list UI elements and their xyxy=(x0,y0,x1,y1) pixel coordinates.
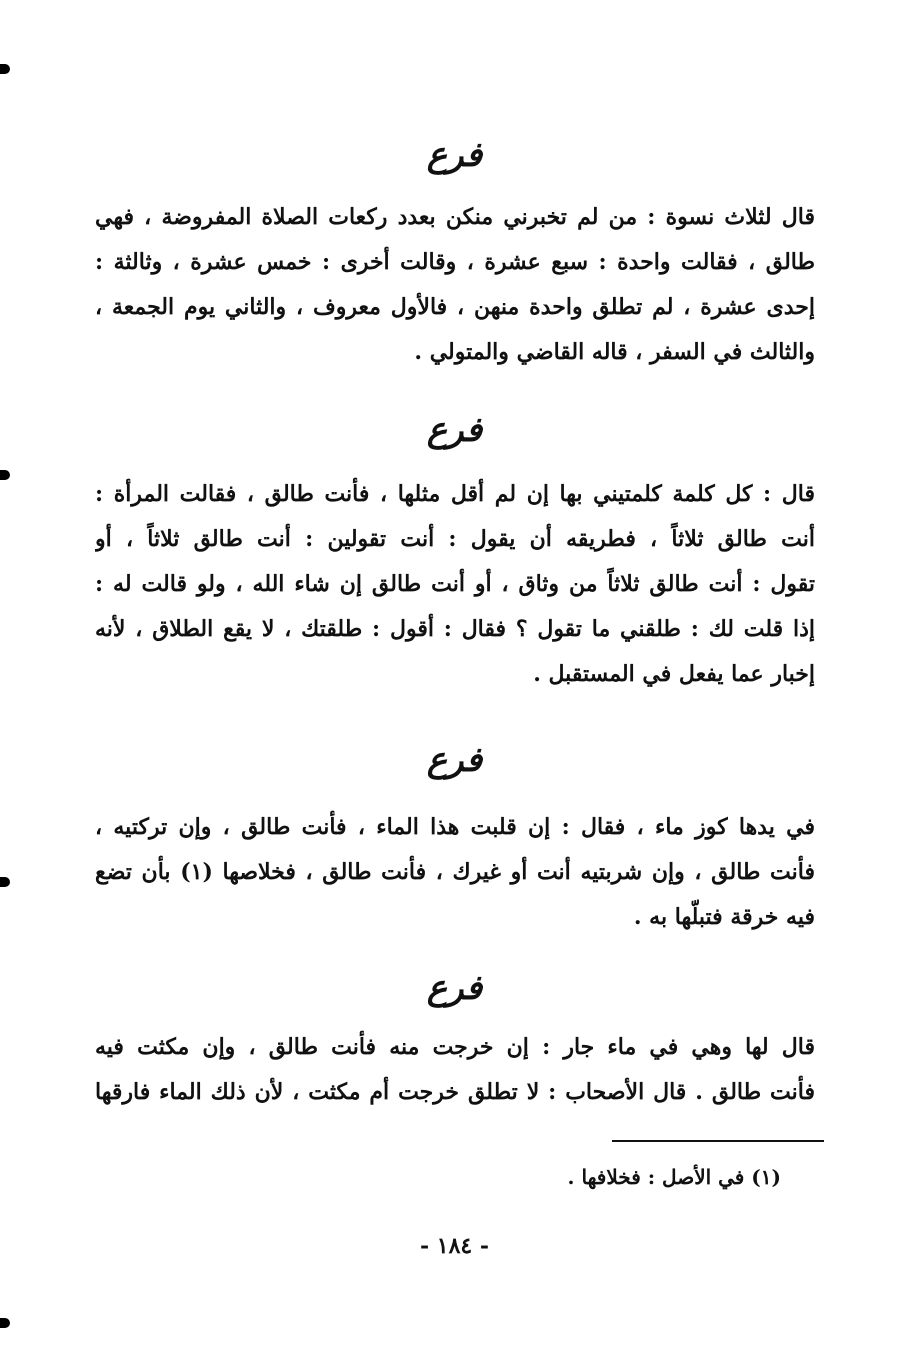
text-line: قال : كل كلمة كلمتيني بها إن لم أقل مثلها ، فأنت طالق ، فقالت المرأة : xyxy=(95,481,815,507)
page-number: - ١٨٤ - xyxy=(419,1233,490,1259)
text-line: قال لها وهي في ماء جار : إن خرجت منه فأنت طالق ، وإن مكثت فيه xyxy=(95,1034,815,1060)
section-paragraph xyxy=(95,472,815,697)
section-heading: فرع xyxy=(426,135,483,175)
text-line: طالق ، فقالت واحدة : سبع عشرة ، وقالت أخرى : خمس عشرة ، وثالثة : xyxy=(95,249,815,275)
section-paragraph xyxy=(95,195,815,375)
text-line: في يدها كوز ماء ، فقال : إن قلبت هذا الماء ، فأنت طالق ، وإن تركتيه ، xyxy=(95,814,815,840)
section-heading: فرع xyxy=(426,410,483,450)
text-line: قال لثلاث نسوة : من لم تخبرني منكن بعدد ركعات الصلاة المفروضة ، فهي xyxy=(95,204,815,230)
footnote: (١) في الأصل : فخلافها . xyxy=(567,1165,781,1189)
text-line: إخبار عما يفعل في المستقبل . xyxy=(533,661,815,687)
text-line: إذا قلت لك : طلقني ما تقول ؟ فقال : أقول : طلقتك ، لا يقع الطلاق ، لأنه xyxy=(95,616,815,642)
text-line: فأنت طالق . قال الأصحاب : لا تطلق خرجت أم مكثت ، لأن ذلك الماء فارقها xyxy=(95,1079,815,1105)
scan-mark xyxy=(0,877,10,887)
scan-mark xyxy=(0,1318,10,1328)
scan-mark xyxy=(0,64,10,74)
section-heading: فرع xyxy=(426,968,483,1008)
section-paragraph xyxy=(95,805,815,940)
section-heading: فرع xyxy=(426,740,483,780)
text-line: إحدى عشرة ، لم تطلق واحدة منهن ، فالأول معروف ، والثاني يوم الجمعة ، xyxy=(95,294,815,320)
text-line: فأنت طالق ، وإن شربتيه أنت أو غيرك ، فأنت طالق ، فخلاصها (١) بأن تضع xyxy=(95,859,815,885)
section-paragraph xyxy=(95,1025,815,1115)
text-line: والثالث في السفر ، قاله القاضي والمتولي . xyxy=(414,339,815,365)
text-line: فيه خرقة فتبلّها به . xyxy=(633,904,815,930)
text-line: تقول : أنت طالق ثلاثاً من وثاق ، أو أنت طالق إن شاء الله ، ولو قالت له : xyxy=(95,571,815,597)
scan-mark xyxy=(0,470,10,480)
text-line: أنت طالق ثلاثاً ، فطريقه أن يقول : أنت تقولين : أنت طالق ثلاثاً ، أو xyxy=(95,526,815,552)
footnote-divider xyxy=(612,1140,824,1142)
